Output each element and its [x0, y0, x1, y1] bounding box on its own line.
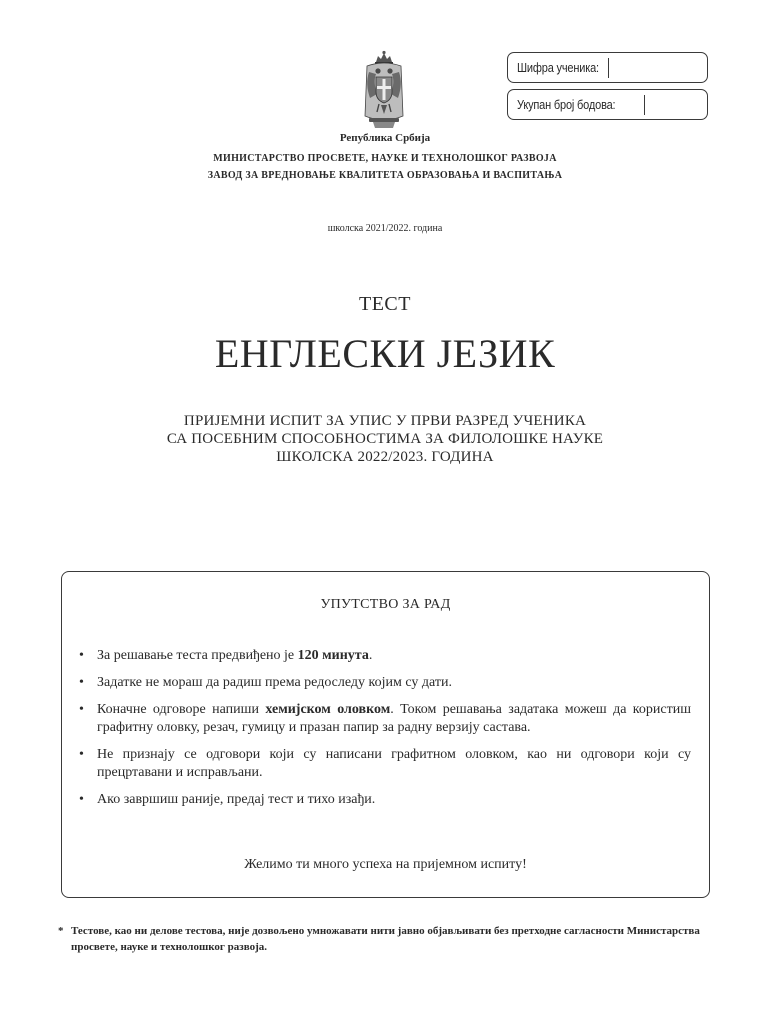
total-points-separator	[644, 95, 645, 115]
instruction-item	[77, 746, 691, 782]
instruction-text-end: .	[368, 648, 373, 663]
instructions-list	[77, 647, 691, 818]
bullet-icon: •	[79, 747, 84, 762]
total-points-box[interactable]	[507, 89, 708, 120]
ministry-name: МИНИСТАРСТВО ПРОСВЕТЕ, НАУКЕ И ТЕХНОЛОШКОГ РАЗВОЈА	[213, 153, 557, 164]
student-code-separator	[608, 58, 609, 78]
instruction-text: Ако завршиш раније, предај тест и тихо изађи.	[97, 792, 376, 807]
bullet-icon: •	[79, 648, 84, 663]
closing-wish: Желимо ти много успеха на пријемном испиту!	[244, 857, 527, 872]
subtitle-line-2: СА ПОСЕБНИМ СПОСОБНОСТИМА ЗА ФИЛОЛОШКЕ НАУКЕ	[166, 431, 604, 447]
instruction-emphasis: 120 минута	[297, 648, 369, 663]
instruction-item	[77, 674, 691, 692]
instruction-text: За решавање теста предвиђено је	[97, 648, 298, 663]
instructions-box	[61, 571, 710, 898]
footnote	[58, 923, 718, 955]
subject-title: ЕНГЛЕСКИ ЈЕЗИК	[214, 331, 556, 376]
footnote-asterisk: *	[58, 925, 64, 937]
footnote-text: Тестове, као ни делове тестова, није дозвољено умножавати нити јавно објављивати без претходне сагласности Министарства просвете, науке и технолошког развоја.	[71, 925, 700, 953]
instruction-text: Коначне одговоре напиши	[97, 702, 266, 717]
test-label: ТЕСТ	[359, 293, 411, 315]
subtitle-line-3: ШКОЛСКА 2022/2023. ГОДИНА	[276, 449, 494, 465]
total-points-label: Укупан број бодова:	[517, 98, 616, 112]
instruction-text: Задатке не мораш да радиш према редоследу којим су дати.	[97, 675, 452, 690]
instruction-item	[77, 701, 691, 737]
student-code-label: Шифра ученика:	[517, 61, 599, 75]
instructions-heading: УПУТСТВО ЗА РАД	[320, 597, 451, 612]
institute-name: ЗАВОД ЗА ВРЕДНОВАЊЕ КВАЛИТЕТА ОБРАЗОВАЊА И ВАСПИТАЊА	[207, 170, 563, 181]
republic-name: Република Србија	[339, 132, 431, 144]
instruction-emphasis: хемијском оловком	[265, 702, 391, 717]
bullet-icon: •	[79, 675, 84, 690]
instruction-item	[77, 791, 691, 809]
coat-of-arms-icon	[361, 50, 407, 130]
instruction-item	[77, 647, 691, 665]
student-code-box[interactable]	[507, 52, 708, 83]
bullet-icon: •	[79, 792, 84, 807]
instruction-text: Не признају се одговори који су написани графитном оловком, као ни одговори који су прецртавани и исправљани.	[97, 747, 691, 780]
bullet-icon: •	[79, 702, 84, 717]
school-year: школска 2021/2022. година	[327, 223, 443, 234]
subtitle-line-1: ПРИЈЕМНИ ИСПИТ ЗА УПИС У ПРВИ РАЗРЕД УЧЕНИКА	[183, 413, 587, 429]
instruction-text-end: . Током решавања задатака можеш да користиш графитну оловку, резач, гумицу и празан папир за радну верзију састава.	[97, 702, 691, 735]
